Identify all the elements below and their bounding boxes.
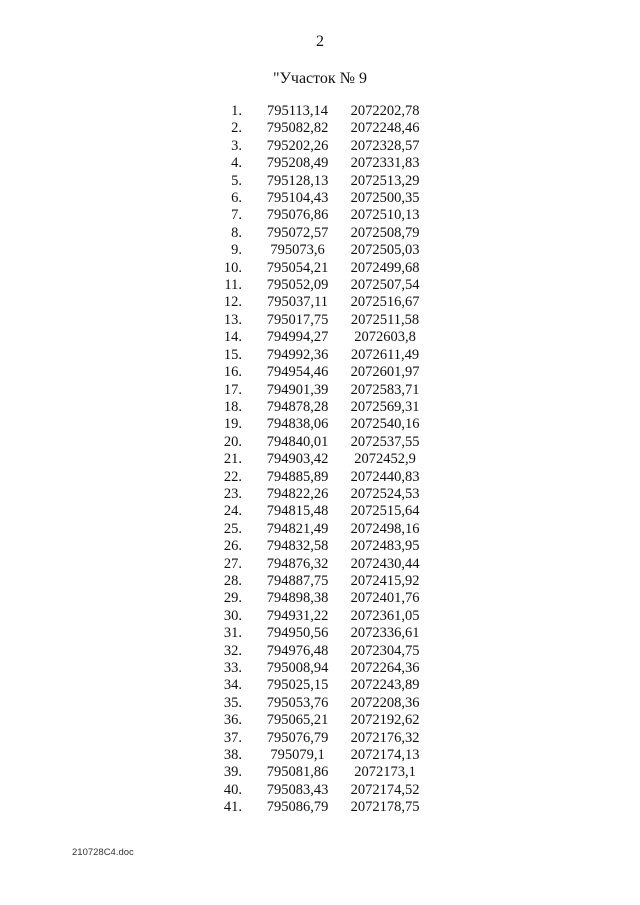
y-coordinate: 2072537,55 [350, 433, 420, 450]
y-coordinate: 2072515,64 [350, 503, 420, 520]
y-coordinate: 2072208,36 [350, 694, 420, 711]
y-coordinate: 2072361,05 [350, 607, 420, 624]
table-row [200, 747, 435, 764]
y-coordinate: 2072569,31 [350, 398, 420, 415]
y-coordinate: 2072500,35 [350, 190, 420, 207]
y-coordinate: 2072510,13 [350, 207, 420, 224]
table-row [200, 730, 435, 747]
point-number: 36. [223, 712, 242, 729]
footer-filename: 210728C4.doc [72, 847, 134, 858]
x-coordinate: 794878,28 [266, 398, 329, 415]
table-row [200, 677, 435, 694]
x-coordinate: 795076,79 [266, 729, 329, 746]
table-row [200, 573, 435, 590]
point-number: 28. [223, 572, 242, 589]
x-coordinate: 794954,46 [266, 364, 329, 381]
x-coordinate: 794976,48 [266, 642, 329, 659]
x-coordinate: 795202,26 [266, 137, 329, 154]
y-coordinate: 2072174,13 [350, 747, 420, 764]
coordinates-table-body [200, 103, 435, 817]
point-number: 9. [231, 242, 242, 259]
table-row [200, 416, 435, 433]
table-row [200, 225, 435, 242]
x-coordinate: 795208,49 [266, 155, 329, 172]
point-number: 41. [223, 799, 242, 816]
x-coordinate: 794898,38 [266, 590, 329, 607]
y-coordinate: 2072430,44 [350, 555, 420, 572]
point-number: 40. [223, 781, 242, 798]
y-coordinate: 2072505,03 [350, 242, 420, 259]
y-coordinate: 2072401,76 [350, 590, 420, 607]
x-coordinate: 795083,43 [266, 781, 329, 798]
table-row [200, 451, 435, 468]
x-coordinate: 795104,43 [266, 190, 329, 207]
table-row [200, 538, 435, 555]
y-coordinate: 2072499,68 [350, 259, 420, 276]
table-row [200, 364, 435, 381]
point-number: 31. [223, 625, 242, 642]
table-row [200, 486, 435, 503]
point-number: 12. [223, 294, 242, 311]
y-coordinate: 2072516,67 [350, 294, 420, 311]
point-number: 15. [223, 346, 242, 363]
table-row [200, 399, 435, 416]
y-coordinate: 2072452,9 [354, 451, 416, 468]
table-row [200, 329, 435, 346]
point-number: 19. [223, 416, 242, 433]
x-coordinate: 795025,15 [266, 677, 329, 694]
x-coordinate: 795073,6 [270, 242, 325, 259]
point-number: 10. [223, 259, 242, 276]
table-row [200, 799, 435, 816]
table-row [200, 556, 435, 573]
point-number: 27. [223, 555, 242, 572]
y-coordinate: 2072176,32 [350, 729, 420, 746]
y-coordinate: 2072243,89 [350, 677, 420, 694]
x-coordinate: 794887,75 [266, 572, 329, 589]
y-coordinate: 2072601,97 [350, 364, 420, 381]
x-coordinate: 795082,82 [266, 120, 329, 137]
x-coordinate: 795079,1 [270, 747, 325, 764]
x-coordinate: 795113,14 [266, 103, 329, 119]
point-number: 21. [223, 451, 242, 468]
x-coordinate: 795065,21 [266, 712, 329, 729]
x-coordinate: 794822,26 [266, 485, 329, 502]
point-number: 11. [224, 277, 242, 294]
table-row [200, 138, 435, 155]
y-coordinate: 2072513,29 [350, 172, 420, 189]
point-number: 39. [223, 764, 242, 781]
y-coordinate: 2072498,16 [350, 520, 420, 537]
x-coordinate: 795081,86 [266, 764, 329, 781]
x-coordinate: 794815,48 [266, 503, 329, 520]
y-coordinate: 2072304,75 [350, 642, 420, 659]
table-row [200, 155, 435, 172]
table-row [200, 712, 435, 729]
y-coordinate: 2072611,49 [350, 346, 420, 363]
point-number: 23. [223, 485, 242, 502]
y-coordinate: 2072540,16 [350, 416, 420, 433]
table-row [200, 190, 435, 207]
table-row [200, 277, 435, 294]
y-coordinate: 2072524,53 [350, 485, 420, 502]
y-coordinate: 2072331,83 [350, 155, 420, 172]
table-row [200, 695, 435, 712]
point-number: 16. [223, 364, 242, 381]
table-row [200, 103, 435, 120]
x-coordinate: 794876,32 [266, 555, 329, 572]
point-number: 20. [223, 433, 242, 450]
x-coordinate: 795128,13 [266, 172, 329, 189]
point-number: 24. [223, 503, 242, 520]
point-number: 32. [223, 642, 242, 659]
table-row [200, 469, 435, 486]
x-coordinate: 795072,57 [266, 224, 329, 241]
point-number: 18. [223, 398, 242, 415]
point-number: 35. [223, 694, 242, 711]
table-row [200, 312, 435, 329]
y-coordinate: 2072202,78 [350, 103, 420, 119]
table-row [200, 764, 435, 781]
y-coordinate: 2072264,36 [350, 660, 420, 676]
table-row [200, 608, 435, 625]
y-coordinate: 2072507,54 [350, 277, 420, 294]
table-row [200, 260, 435, 277]
table-row [200, 242, 435, 259]
point-number: 25. [223, 520, 242, 537]
x-coordinate: 795017,75 [266, 311, 329, 328]
x-coordinate: 794821,49 [266, 520, 329, 537]
table-row [200, 120, 435, 137]
x-coordinate: 795086,79 [266, 799, 329, 816]
table-row [200, 521, 435, 538]
x-coordinate: 795054,21 [266, 259, 329, 276]
x-coordinate: 794832,58 [266, 538, 329, 555]
point-number: 22. [223, 468, 242, 485]
point-number: 14. [223, 329, 242, 346]
x-coordinate: 795076,86 [266, 207, 329, 224]
x-coordinate: 794903,42 [266, 451, 329, 468]
point-number: 38. [223, 747, 242, 764]
x-coordinate: 794994,27 [266, 329, 329, 346]
point-number: 37. [223, 729, 242, 746]
x-coordinate: 794838,06 [266, 416, 329, 433]
point-number: 33. [223, 660, 242, 676]
x-coordinate: 795052,09 [266, 277, 329, 294]
y-coordinate: 2072174,52 [350, 781, 420, 798]
point-number: 6. [231, 190, 242, 207]
table-row [200, 207, 435, 224]
y-coordinate: 2072508,79 [350, 224, 420, 241]
point-number: 4. [231, 155, 242, 172]
section-title: "Участок № 9 [273, 70, 367, 87]
table-row [200, 590, 435, 607]
table-row [200, 643, 435, 660]
y-coordinate: 2072583,71 [350, 381, 420, 398]
x-coordinate: 794840,01 [266, 433, 329, 450]
y-coordinate: 2072603,8 [354, 329, 416, 346]
y-coordinate: 2072415,92 [350, 572, 420, 589]
point-number: 26. [223, 538, 242, 555]
y-coordinate: 2072440,83 [350, 468, 420, 485]
y-coordinate: 2072336,61 [350, 625, 420, 642]
y-coordinate: 2072483,95 [350, 538, 420, 555]
y-coordinate: 2072173,1 [354, 764, 416, 781]
table-row [200, 347, 435, 364]
point-number: 5. [231, 172, 242, 189]
table-row [200, 503, 435, 520]
point-number: 34. [223, 677, 242, 694]
x-coordinate: 794931,22 [266, 607, 329, 624]
y-coordinate: 2072192,62 [350, 712, 420, 729]
table-row [200, 173, 435, 190]
point-number: 2. [231, 120, 242, 137]
x-coordinate: 795053,76 [266, 694, 329, 711]
x-coordinate: 794885,89 [266, 468, 329, 485]
table-row [200, 782, 435, 799]
point-number: 8. [231, 224, 242, 241]
x-coordinate: 794950,56 [266, 625, 329, 642]
point-number: 30. [223, 607, 242, 624]
y-coordinate: 2072328,57 [350, 137, 420, 154]
x-coordinate: 794992,36 [266, 346, 329, 363]
y-coordinate: 2072178,75 [350, 799, 420, 816]
point-number: 17. [223, 381, 242, 398]
point-number: 7. [231, 207, 242, 224]
page-number: 2 [316, 33, 324, 50]
y-coordinate: 2072511,58 [350, 311, 420, 328]
table-row [200, 660, 435, 677]
y-coordinate: 2072248,46 [350, 120, 420, 137]
table-row [200, 294, 435, 311]
point-number: 13. [223, 311, 242, 328]
coordinates-table [200, 103, 435, 817]
point-number: 1. [231, 103, 242, 119]
point-number: 29. [223, 590, 242, 607]
point-number: 3. [231, 137, 242, 154]
x-coordinate: 795008,94 [266, 660, 329, 676]
table-row [200, 625, 435, 642]
table-row [200, 382, 435, 399]
x-coordinate: 795037,11 [266, 294, 329, 311]
table-row [200, 434, 435, 451]
x-coordinate: 794901,39 [266, 381, 329, 398]
